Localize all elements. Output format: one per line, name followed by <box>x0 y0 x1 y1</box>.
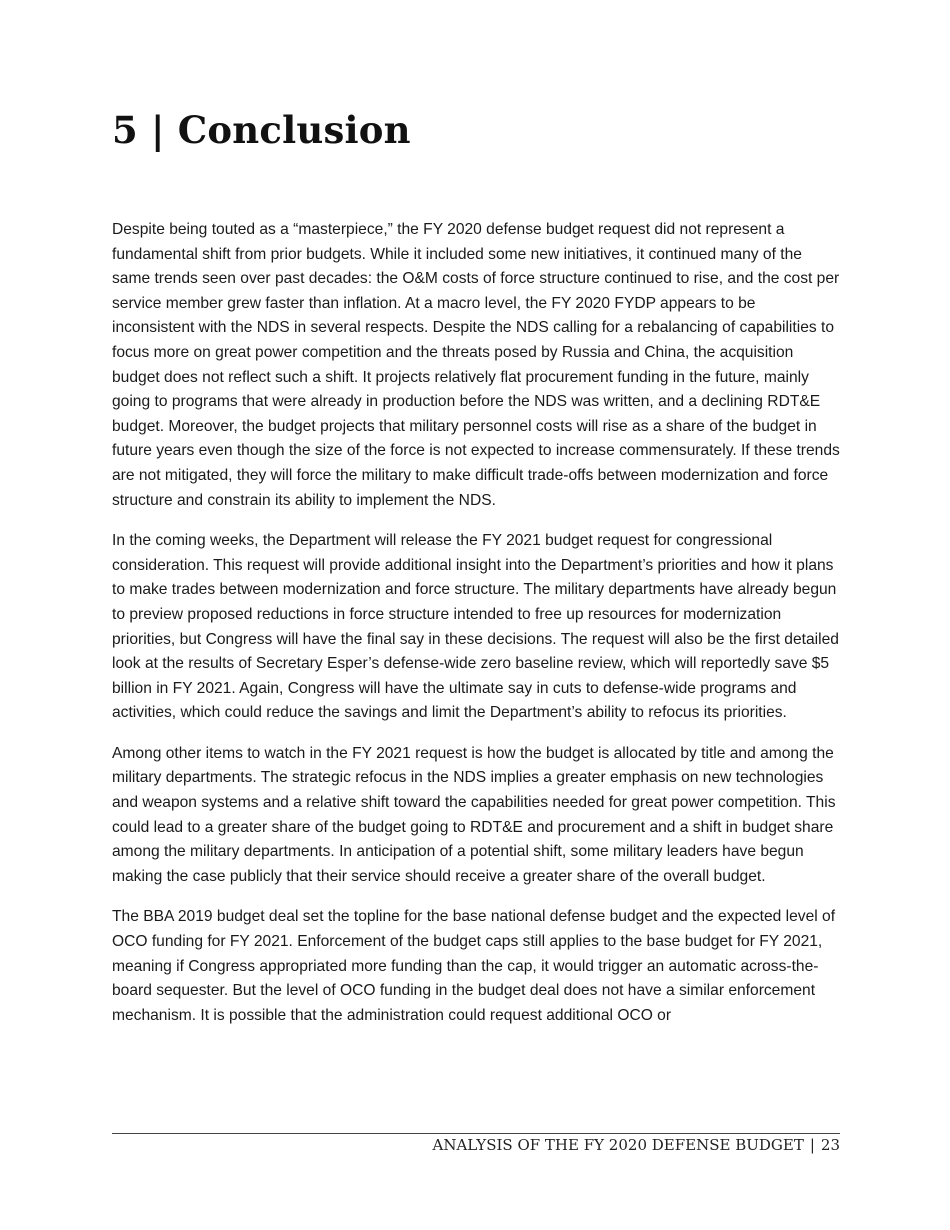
paragraph: Despite being touted as a “masterpiece,” the FY 2020 defense budget request did not represent a fundamental shift from prior budgets. While it included some new initiatives, it continued many of the same trends seen over past decades: the O&M costs of force structure continued to rise, and the cost per service member grew faster than inflation. At a macro level, the FY 2020 FYDP appears to be inconsistent with the NDS in several respects. Despite the NDS calling for a rebalancing of capabilities to focus more on great power competition and the threats posed by Russia and China, the acquisition budget does not reflect such a shift. It projects relatively flat procurement funding in the future, mainly going to programs that were already in production before the NDS was written, and a declining RDT&E budget. Moreover, the budget projects that military personnel costs will rise as a share of the budget in future years even though the size of the force is not expected to increase commensurately. If these trends are not mitigated, they will force the military to make difficult trade-offs between modernization and force structure and constrain its ability to implement the NDS. <box>112 221 840 509</box>
paragraph: In the coming weeks, the Department will release the FY 2021 budget request for congressional consideration. This request will provide additional insight into the Department’s priorities and how it plans to make trades between modernization and force structure. The military departments have already begun to preview proposed reductions in force structure intended to free up resources for modernization priorities, but Congress will have the final say in these decisions. The request will also be the first detailed look at the results of Secretary Esper’s defense-wide zero baseline review, which will reportedly save $5 billion in FY 2021. Again, Congress will have the ultimate say in cuts to defense-wide programs and activities, which could reduce the savings and limit the Department’s ability to refocus its priorities. <box>112 532 839 722</box>
page-number: 23 <box>820 1136 840 1154</box>
document-page <box>112 0 840 1230</box>
page-title: 5 | Conclusion <box>112 108 411 152</box>
paragraph: Among other items to watch in the FY 2021 request is how the budget is allocated by title and among the military departments. The strategic refocus in the NDS implies a greater emphasis on new technologies and weapon systems and a relative shift toward the capabilities needed for great power competition. This could lead to a greater share of the budget going to RDT&E and procurement and a shift in budget share among the military departments. In anticipation of a potential shift, some military leaders have begun making the case publicly that their service should receive a greater share of the overall budget. <box>112 744 836 885</box>
paragraph: The BBA 2019 budget deal set the topline for the base national defense budget and the expected level of OCO funding for FY 2021. Enforcement of the budget caps still applies to the base budget for FY 2021, meaning if Congress appropriated more funding than the cap, it would trigger an automatic across-the-board sequester. But the level of OCO funding in the budget deal does not have a similar enforcement mechanism. It is possible that the administration could request additional OCO or <box>112 908 836 1024</box>
body-text <box>112 218 840 1044</box>
page-footer <box>433 1136 840 1154</box>
footer-separator: | <box>809 1136 815 1154</box>
running-title: ANALYSIS OF THE FY 2020 DEFENSE BUDGET <box>432 1136 804 1154</box>
footer-divider <box>112 1133 840 1134</box>
